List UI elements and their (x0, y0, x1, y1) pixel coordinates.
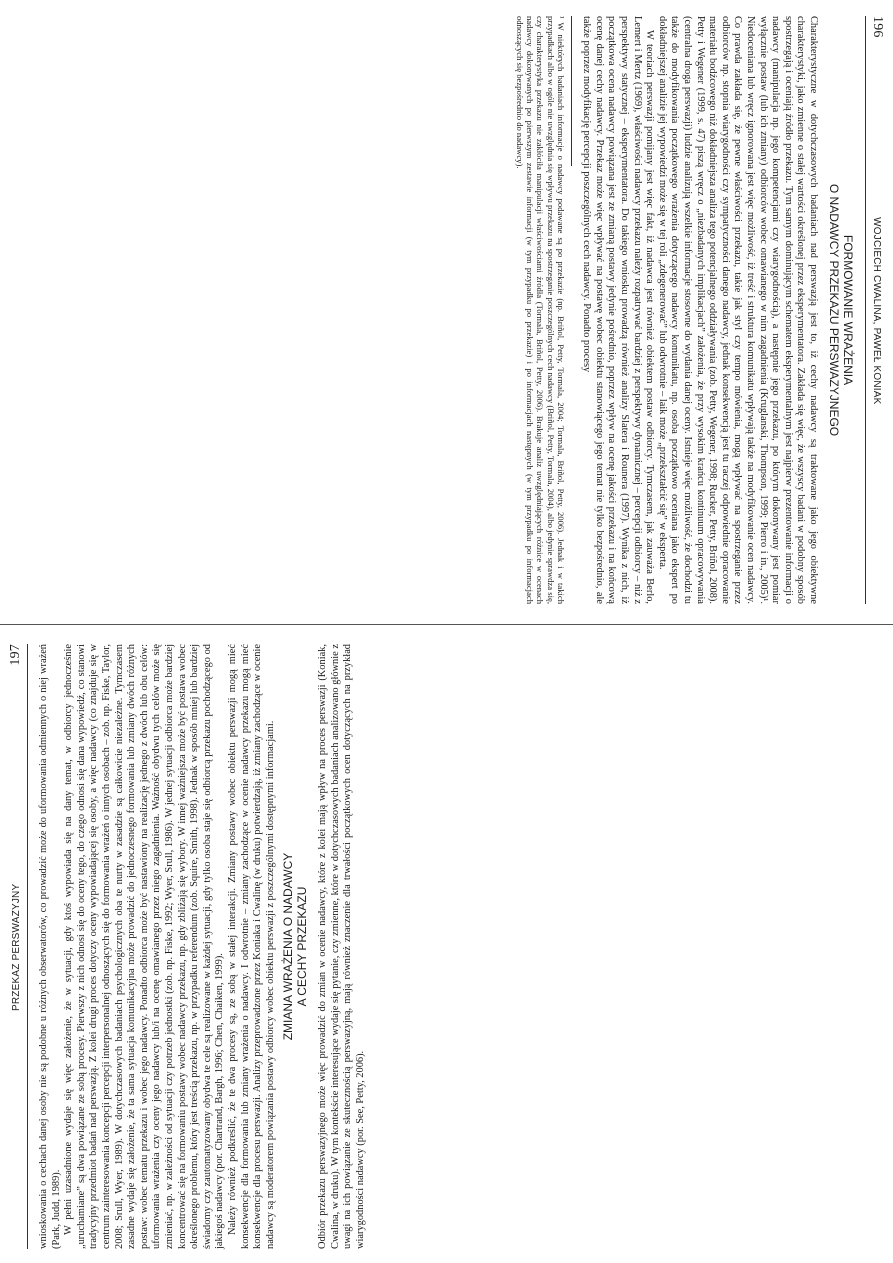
footnote: ¹ W niektórych badaniach informacje o nadawcy podawane są po przekazie (np. Briñol, Petty, Tormala, 2004; Tormala, Briñol, Petty, 2006). Jednak i w takich przypadkach albo w ogóle nie uwzględnia się wpływu przekazu na spostrzeganie poszczególnych cech nadawcy (Briñol, Petty, Tormala, 2004), albo jedynie sprawdza się, czy charakterystyka przekazu nie zakłóciła manipulacji właściwościami źródła (Tormala, Briñol, Petty, 2006). Brakuje analiz uwzględniających różnice w ocenach nadawcy dokonywanych po pierwszym zestawie informacji (w tym przypadku po przekazie) i po informacjach następnych (w tym przypadku po informacjach odnoszących się bezpośrednio do nadawcy). (514, 16, 566, 604)
page-197-wrap (0, 630, 893, 1263)
page-number: 197 (8, 644, 23, 666)
article-title (827, 16, 855, 604)
section-body-text (317, 644, 367, 1249)
page-196-rotated (0, 0, 893, 620)
page-196-wrap (0, 0, 893, 620)
paragraph: Odbiór przekazu perswazyjnego może więc prowadzić do zmian w ocenie nadawcy, które z kolei mają wpływ na proces perswazji (Koniak, Cwalina, w druku). W tym kontekście interesujące wydaje się pytanie, czy zmienne, które w dotychczasowych badaniach analizowano głównie z uwagi na ich powiązanie ze skutecznością perswazyjną, mają również znaczenie dla trwałości początkowych ocen dotyczących na przykład wiarygodności nadawcy (por. See, Petty, 2006). (317, 644, 367, 1249)
section-title-line-2: A CECHY PRZEKAZU (295, 886, 310, 1007)
paragraph: Charakterystyczne w dotychczasowych badaniach nad perswazją jest to, iż cechy nadawcy są traktowane jako jego obiektywne charakterystyki, jako zmienne o stałej wartości określonej przez eksperymentatora. Zakłada się więc, że wszyscy badani w podobny sposób spostrzegają i oceniają źródło przekazu. Tym samym dominującym schematem eksperymentalnym jest najpierw prezentowanie informacji o nadawcy (manipulacja np. jego kompetencjami czy wiarygodnością), a następnie jego przekazu, po którym dokonywany jest pomiar wyłącznie postaw (lub ich zmiany) odbiorców wobec omawianego w nim zagadnienia (Kruglanski, Thompson, 1999; Pierro i in., 2005)¹. Niedoceniana lub wręcz ignorowana jest więc możliwość, iż treść i struktura komunikatu wpływają także na modyfikowanie ocen nadawcy. Co prawda zakłada się, że pewne właściwości przekazu, takie jak styl czy tempo mówienia, mogą wpływać na spostrzeganie przez odbiorców np. stopnia wiarygodności czy sympatyczności danego nadawcy, jednak konsekwencją jest tu raczej odpowiednie opracowanie materiału bodźcowego niż dokładniejsza analiza tego potencjalnego oddziaływania (zob. Petty, Wegener, 1998; Rucker, Petty, Briñol, 2008). Petty i Wegener (1999, s. 47) piszą wręcz o „niezbadanych implikacjach” założenia, że przy wysokim krańcu kontinuum opracowywania (centralna droga perswazji) ludzie analizują wszelkie informacje stosowne do wydania danej oceny. Istnieje więc możliwość, że dochodzi tu także do modyfikowania początkowego wrażenia dotyczącego nadawcy komunikatu, np. osoba początkowo oceniana jako ekspert po dokładniejszej analizie jej wypowiedzi może się w tej roli „zdegenerować” lub odwrotnie – laik może „przekształcić się” w eksperta. (656, 16, 819, 604)
page-196-content (0, 0, 893, 620)
title-line-2: O NADAWCY PRZEKAZU PERSWAZYJNEGO (827, 183, 841, 437)
footnote-rule (571, 16, 572, 166)
body-text (38, 644, 277, 1249)
body-text (580, 16, 819, 604)
paragraph: Należy również podkreślić, że te dwa procesy są, ze sobą w stałej interakcji. Zmiany postawy wobec obiektu perswazji mogą mieć konsekwencje dla formowania lub zmiany wrażenia o nadawcy. I odwrotnie – zmiany zachodzące w ocenie nadawcy przekazu mogą mieć konsekwencje dla procesu perswazji. Analizy przeprowadzone przez Koniaka i Cwalinę (w druku) potwierdzają, iż zmiany zachodzące w ocenie nadawcy są moderatorem powiązania postawy odbiorcy wobec obiektu perswazji z poszczególnymi dostępnymi informacjami. (226, 644, 276, 1249)
page-197-content (0, 630, 893, 1263)
title-line-1: FORMOWANIE WRAŻENIA (841, 234, 855, 386)
page-divider (0, 624, 893, 625)
running-head (865, 16, 885, 604)
page-number: 196 (870, 16, 885, 38)
section-running-title: PRZEKAZ PERSWAZYJNY (11, 883, 22, 1011)
page-197-rotated (0, 630, 893, 1263)
paragraph: W pełni uzasadnione wydaje się więc założenie, że w sytuacji, gdy ktoś wypowiada się na dany temat, w odbiorcy jednocześnie „uruchamiane” są dwa powiązane ze sobą procesy. Pierwszy z nich odnosi się do oceny tego, do czego odnosi się dana wypowiedź, co stanowi tradycyjny przedmiot badań nad perswazją. Z kolei drugi proces dotyczy oceny wypowiadającej się osoby, a więc nadawcy (co znajduje się w centrum zainteresowania koncepcji percepcji interpersonalnej odnoszących się do formowania wrażeń o innych osobach – zob. np. Fiske, Taylor, 2008; Srull, Wyer, 1989). W dotychczasowych badaniach psychologicznych oba te nurty w zasadzie są całkowicie niezależne. Tymczasem zasadne wydaje się założenie, że ta sama sytuacja komunikacyjna może prowadzić do jednoczesnego formowania lub zmiany dwóch różnych postaw: wobec tematu przekazu i wobec jego nadawcy. Ponadto odbiorca może być nastawiony na realizację jednego z dwóch lub obu celów: uformowania wrażenia czy oceny jego nadawcy lub/i na ocenę omawianego przez niego zagadnienia. Ważność obydwu tych celów może się zmieniać, np. w zależności od sytuacji czy potrzeb jednostki (zob. np. Fiske, 1992; Wyer, Srull, 1986). W jednej sytuacji odbiorca może bardziej koncentrować się na formowaniu postawy wobec nadawcy przekazu, np. gdy zbliżają się wybory. W innej ważniejsza może być postawa wobec określonego problemu, który jest treścią przekazu, np. w przypadku referendum (zob. Squire, Smith, 1998). Jednak w sposób mniej lub bardziej świadomy czy zautomatyzowany obydwa te cele są realizowane w każdej sytuacji, gdy tylko osoba staje się odbiorcą przekazu pochodzącego od jakiegoś nadawcy (por. Chartrand, Bargh, 1996; Chen, Chaiken, 1999). (63, 644, 226, 1249)
author-names: WOJCIECH CWALINA, PAWEŁ KONIAK (871, 217, 882, 405)
section-title-line-1: ZMIANA WRAŻENIA O NADAWCY (281, 852, 296, 1041)
paragraph: wnioskowania o cechach danej osoby nie są podobne u różnych obserwatorów, co prowadzić może do uformowania odmiennych o niej wrażeń (Park, Judd, 1989). (38, 644, 62, 1249)
paragraph: W teoriach perswazji pomijany jest więc fakt, iż nadawca jest również obiektem postaw odbiorcy. Tymczasem, jak zauważa Berlo, Lemert i Mertz (1969), właściwości nadawcy przekazu należy rozpatrywać bardziej z perspektywy dynamicznej – percepcji odbiorcy – niż z perspektywy statycznej – eksperymentatora. Do takiego wniosku prowadzą również analizy Slatera i Rounera (1997). Wynika z nich, iż początkowa ocena nadawcy powiązana jest ze zmianą postawy jedynie pośrednio, poprzez wpływ na ocenę jakości przekazu i na końcową ocenę danej cechy nadawcy. Przekaz może więc wpływać na postawę wobec obiektu stanowiącego jego temat nie tylko bezpośrednio, ale także poprzez modyfikację percepcji poszczególnych cech nadawcy. Ponadto procesy (581, 16, 656, 604)
section-heading (281, 644, 309, 1249)
running-head (8, 644, 28, 1249)
